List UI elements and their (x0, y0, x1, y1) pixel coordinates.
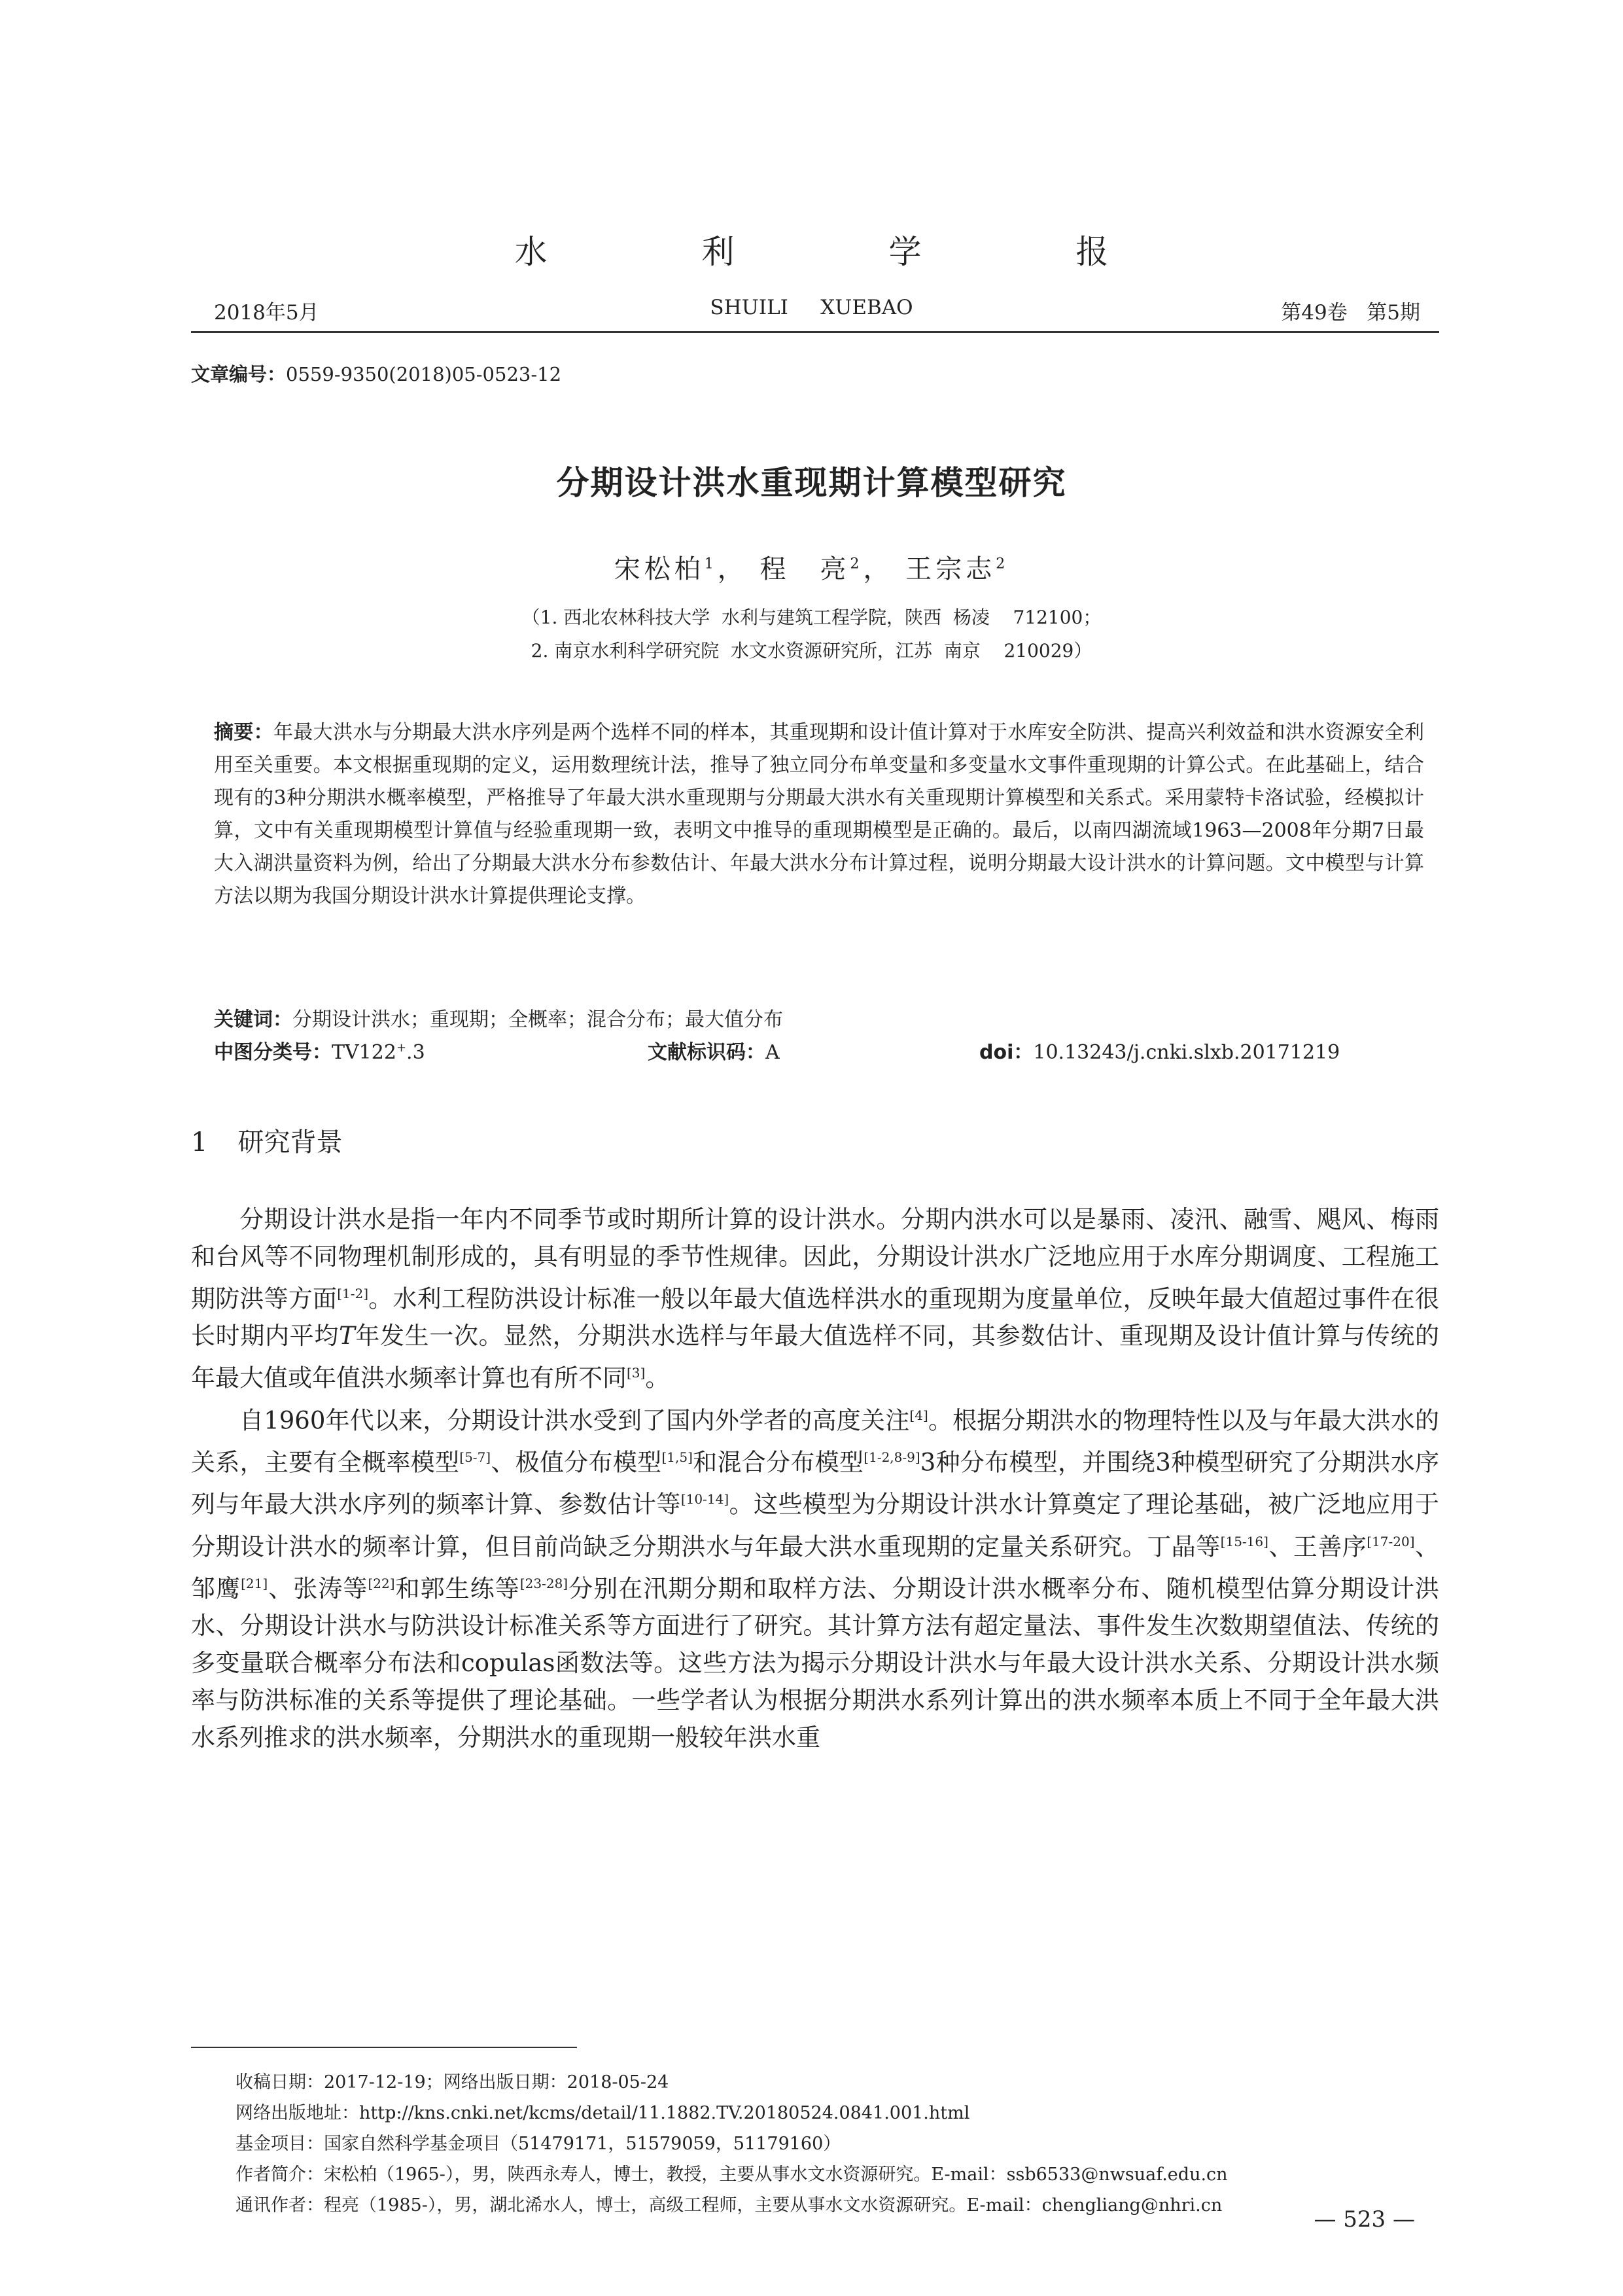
text-run: 和郭生练等 (394, 1574, 520, 1603)
keywords-label: 关键词： (214, 1008, 292, 1031)
citation: [22] (368, 1575, 395, 1591)
article-number-value: 0559-9350(2018)05-0523-12 (286, 363, 562, 385)
author-affil-mark: 1 (704, 556, 718, 573)
body-text (191, 1201, 1439, 1756)
footnote-online-url: 网络出版地址：http://kns.cnki.net/kcms/detail/11.1882.TV.20180524.0841.001.html (236, 2103, 970, 2123)
variable: T (339, 1322, 355, 1351)
text-run: 、张涛等 (268, 1574, 368, 1603)
paragraph (191, 1201, 1439, 1397)
text-run: 。根据分期洪水的物理特性以及与年最大洪水的关系，主要有全概率模型 (191, 1405, 1440, 1477)
article-number-label: 文章编号： (191, 363, 287, 385)
keywords-text: 分期设计洪水；重现期；全概率；混合分布；最大值分布 (292, 1008, 783, 1031)
citation: [17-20] (1367, 1533, 1415, 1549)
text-run: 分别在汛期分期和取样方法、分期设计洪水概率分布、随机模型估算分期设计洪水、分期设计洪水与防洪设计标准关系等方面进行了研究。其计算方法有超定量法、事件发生次数期望值法、传统的多变量联合概率分布法和copulas函数法等。这些方法为揭示分期设计洪水与年最大设计洪水关系、分期设计洪水频率与防洪标准的关系等提供了理论基础。一些学者认为根据分期洪水系列计算出的洪水频率本质上不同于全年最大洪水系列推求的洪水频率，分期洪水的重现期一般较年洪水重 (191, 1574, 1440, 1752)
citation: [1-2] (337, 1286, 369, 1301)
author-list: 宋松柏$^1$， 程 亮$^2$， 王宗志$^2$ (614, 554, 1009, 584)
author-name: 程 亮 (759, 554, 850, 584)
author-affil-mark: 2 (996, 556, 1009, 573)
text-run: 年发生一次。显然，分期洪水选样与年最大值选样不同，其参数估计、重现期及设计值计算与传统的年最大值或年值洪水频率计算也有所不同 (191, 1322, 1439, 1392)
author-affil-mark: 2 (850, 556, 864, 573)
text-run: 。水利工程防洪设计标准一般以年最大值选样洪水的重现期为度量单位，反映年最大值超过事件在很长时期内平均 (191, 1284, 1440, 1351)
citation: [1,5] (661, 1449, 693, 1465)
footnote-received: 收稿日期：2017-12-19；网络出版日期：2018-05-24 (236, 2072, 669, 2093)
header-volume: 第49卷 第5期 (1281, 301, 1420, 325)
document-code (648, 1036, 780, 1065)
footnote-corresponding-author: 通讯作者：程亮（1985-），男，湖北浠水人，博士，高级工程师，主要从事水文水资源研究。E-mail：chengliang@nhri.cn (236, 2195, 1223, 2216)
clc-value: TV122 (332, 1041, 396, 1064)
clc-label: 中图分类号： (214, 1041, 332, 1064)
document-code-label: 文献标识码： (648, 1041, 765, 1064)
text-run: 和混合分布模型 (692, 1448, 864, 1477)
article-number (191, 360, 561, 387)
doi-value: 10.13243/j.cnki.slxb.20171219 (1033, 1041, 1340, 1064)
clc-number (214, 1036, 425, 1065)
footnote-funding: 基金项目：国家自然科学基金项目（51479171，51579059，51179160） (236, 2134, 841, 2154)
citation: [5-7] (459, 1449, 491, 1465)
abstract-label: 摘要： (214, 721, 273, 744)
citation: [1-2,8-9] (864, 1449, 920, 1465)
section-heading (191, 1122, 342, 1159)
header-divider (191, 331, 1439, 333)
affiliation-2: 2. 南京水利科学研究院 水文水资源研究所，江苏 南京 210029） (531, 640, 1092, 662)
section-number: 1 (191, 1127, 208, 1157)
citation: [10-14] (680, 1491, 729, 1508)
paper-title: 分期设计洪水重现期计算模型研究 (556, 464, 1067, 502)
text-run: 、王善序 (1268, 1532, 1367, 1561)
doi-label: doi： (979, 1041, 1034, 1064)
text-run: 。这些模型为分期设计洪水计算奠定了理论基础，被广泛地应用于分期设计洪水的频率计算，但目前尚缺乏分期洪水与年最大洪水重现期的定量关系研究。丁晶等 (191, 1490, 1440, 1561)
abstract-text: 年最大洪水与分期最大洪水序列是两个选样不同的样本，其重现期和设计值计算对于水库安全防洪、提高兴利效益和洪水资源安全利用至关重要。本文根据重现期的定义，运用数理统计法，推导了独立同分布单变量和多变量水文事件重现期的计算公式。在此基础上，结合现有的3种分期洪水概率模型，严格推导了年最大洪水重现期与分期最大洪水有关重现期计算模型和关系式。采用蒙特卡洛试验，经模拟计算，文中有关重现期模型计算值与经验重现期一致，表明文中推导的重现期模型是正确的。最后，以南四湖流域1963—2008年分期7日最大入湖洪量资料为例，给出了分期最大洪水分布参数估计、年最大洪水分布计算过程，说明分期最大设计洪水的计算问题。文中模型与计算方法以期为我国分期设计洪水计算提供理论支撑。 (214, 721, 1424, 908)
clc-suffix: .3 (406, 1041, 425, 1064)
section-title: 研究背景 (237, 1127, 343, 1157)
author-name: 宋松柏 (614, 554, 705, 584)
header-date: 2018年5月 (214, 301, 319, 325)
abstract (214, 716, 1424, 913)
text-run: 自1960年代以来，分期设计洪水受到了国内外学者的高度关注 (239, 1405, 910, 1434)
text-run: 分期设计洪水是指一年内不同季节或时期所计算的设计洪水。分期内洪水可以是暴雨、凌汛、融雪、飓风、梅雨和台风等不同物理机制形成的，具有明显的季节性规律。因此，分期设计洪水广泛地应用于水库分期调度、工程施工期防洪等方面 (191, 1205, 1439, 1313)
footnote-author-bio: 作者简介：宋松柏（1965-），男，陕西永寿人，博士，教授，主要从事水文水资源研究。E-mail：ssb6533@nwsuaf.edu.cn (236, 2164, 1228, 2185)
text-run: 。 (645, 1364, 670, 1392)
keywords (214, 1003, 783, 1032)
text-run: 、邹鹰 (191, 1532, 1440, 1603)
text-run: 、极值分布模型 (491, 1448, 662, 1477)
journal-title: 水 利 学 报 (514, 233, 1181, 271)
citation: [23-28] (519, 1575, 568, 1591)
clc-sup: + (396, 1041, 407, 1055)
text-run: 3种分布模型，并围绕3种模型研究了分期洪水序列与年最大洪水序列的频率计算、参数估计等 (191, 1448, 1440, 1519)
paragraph (191, 1397, 1439, 1757)
affiliation-1: （1. 西北农林科技大学 水利与建筑工程学院，陕西 杨凌 712100； (521, 607, 1102, 628)
citation: [21] (241, 1575, 268, 1591)
citation: [15-16] (1220, 1533, 1268, 1549)
header-journal-pinyin: SHUILI XUEBAO (710, 296, 913, 319)
doi (979, 1036, 1340, 1065)
footnote-divider (191, 2047, 577, 2048)
citation: [4] (909, 1407, 928, 1423)
citation: [3] (627, 1365, 646, 1381)
author-name: 王宗志 (905, 554, 996, 584)
page-number: — 523 — (1314, 2206, 1415, 2233)
document-code-value: A (765, 1041, 780, 1064)
